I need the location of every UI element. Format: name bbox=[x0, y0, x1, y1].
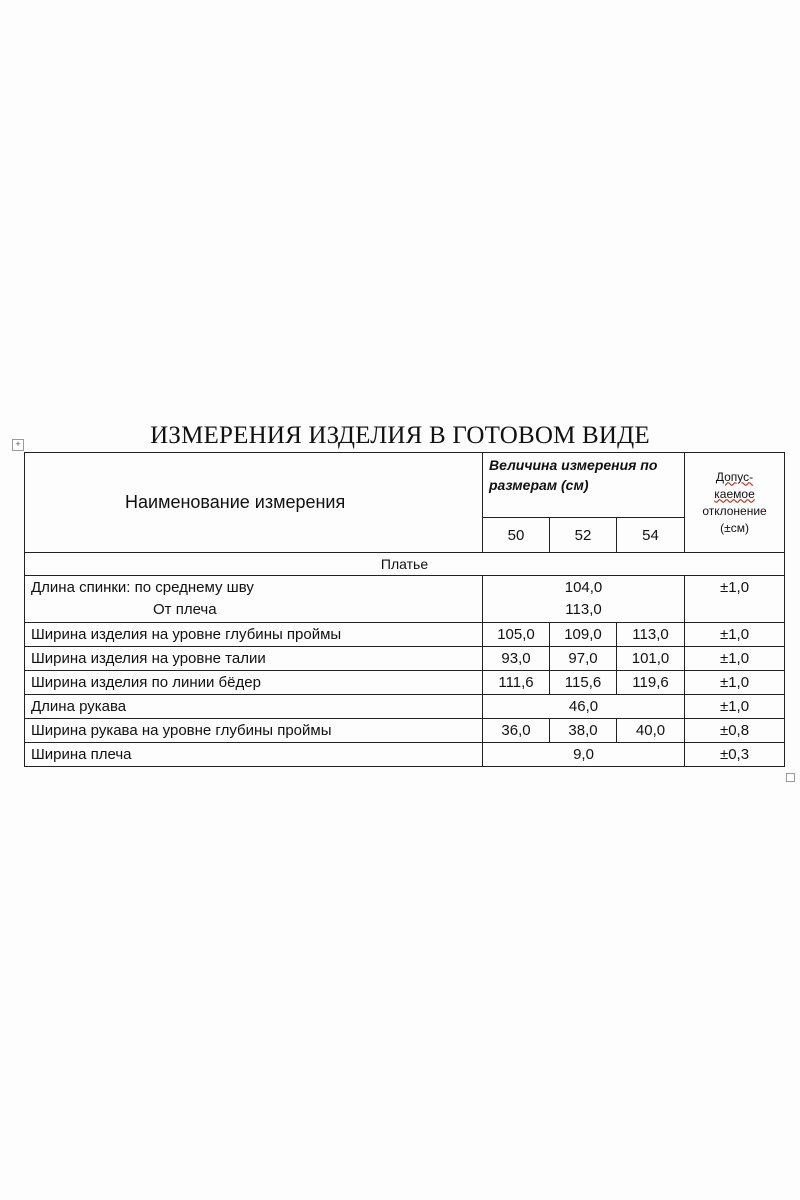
sleeve-width-tolerance: ±0,8 bbox=[685, 719, 785, 743]
armhole-width-52: 109,0 bbox=[550, 623, 617, 647]
shoulder-width-tolerance: ±0,3 bbox=[685, 743, 785, 767]
document-title: ИЗМЕРЕНИЯ ИЗДЕЛИЯ В ГОТОВОМ ВИДЕ bbox=[150, 422, 650, 449]
table-row-back-length bbox=[25, 576, 785, 623]
table-row-armhole-width bbox=[25, 623, 785, 647]
sleeve-width-54: 40,0 bbox=[617, 719, 685, 743]
waist-width-50: 93,0 bbox=[483, 647, 550, 671]
back-length-value-2: 113,0 bbox=[565, 601, 602, 618]
hip-width-tolerance: ±1,0 bbox=[685, 671, 785, 695]
size-50: 50 bbox=[483, 518, 550, 553]
hip-width-label: Ширина изделия по линии бёдер bbox=[25, 671, 483, 695]
back-length-label-1: Длина спинки: по среднему шву bbox=[31, 579, 254, 596]
back-length-value-1: 104,0 bbox=[564, 579, 603, 596]
back-length-label bbox=[25, 576, 483, 623]
header-size-cell: Величина измерения по размерам (см) bbox=[483, 453, 685, 518]
size-52: 52 bbox=[550, 518, 617, 553]
header-name-cell: Наименование измерения bbox=[25, 453, 483, 553]
armhole-width-label: Ширина изделия на уровне глубины проймы bbox=[25, 623, 483, 647]
hip-width-50: 111,6 bbox=[483, 671, 550, 695]
table-row-sleeve-length bbox=[25, 695, 785, 719]
back-length-label-2: От плеча bbox=[153, 601, 217, 618]
waist-width-tolerance: ±1,0 bbox=[685, 647, 785, 671]
table-row-hip-width bbox=[25, 671, 785, 695]
hip-width-54: 119,6 bbox=[617, 671, 685, 695]
measurements-table bbox=[24, 452, 785, 767]
table-row-shoulder-width bbox=[25, 743, 785, 767]
tolerance-word-4: (±см) bbox=[720, 520, 749, 535]
hip-width-52: 115,6 bbox=[550, 671, 617, 695]
sleeve-length-label: Длина рукава bbox=[25, 695, 483, 719]
sleeve-width-label: Ширина рукава на уровне глубины проймы bbox=[25, 719, 483, 743]
sleeve-width-50: 36,0 bbox=[483, 719, 550, 743]
section-row bbox=[25, 553, 785, 576]
table-row-sleeve-width bbox=[25, 719, 785, 743]
back-length-value bbox=[483, 576, 685, 623]
table-move-handle-icon[interactable]: + bbox=[12, 439, 24, 451]
armhole-width-50: 105,0 bbox=[483, 623, 550, 647]
tolerance-word-2: каемое bbox=[714, 486, 755, 501]
header-tolerance-cell bbox=[685, 453, 785, 553]
back-length-tolerance: ±1,0 bbox=[685, 576, 785, 623]
waist-width-label: Ширина изделия на уровне талии bbox=[25, 647, 483, 671]
sleeve-width-52: 38,0 bbox=[550, 719, 617, 743]
waist-width-52: 97,0 bbox=[550, 647, 617, 671]
sleeve-length-value: 46,0 bbox=[483, 695, 685, 719]
armhole-width-tolerance: ±1,0 bbox=[685, 623, 785, 647]
tolerance-word-3: отклонение bbox=[702, 503, 767, 518]
sleeve-length-tolerance: ±1,0 bbox=[685, 695, 785, 719]
armhole-width-54: 113,0 bbox=[617, 623, 685, 647]
table-header-row bbox=[25, 453, 785, 518]
shoulder-width-label: Ширина плеча bbox=[25, 743, 483, 767]
section-label: Платье bbox=[25, 553, 785, 576]
tolerance-word-1: Допус- bbox=[715, 469, 754, 484]
waist-width-54: 101,0 bbox=[617, 647, 685, 671]
table-resize-handle-icon[interactable] bbox=[786, 773, 795, 782]
size-54: 54 bbox=[617, 518, 685, 553]
shoulder-width-value: 9,0 bbox=[483, 743, 685, 767]
table-row-waist-width bbox=[25, 647, 785, 671]
